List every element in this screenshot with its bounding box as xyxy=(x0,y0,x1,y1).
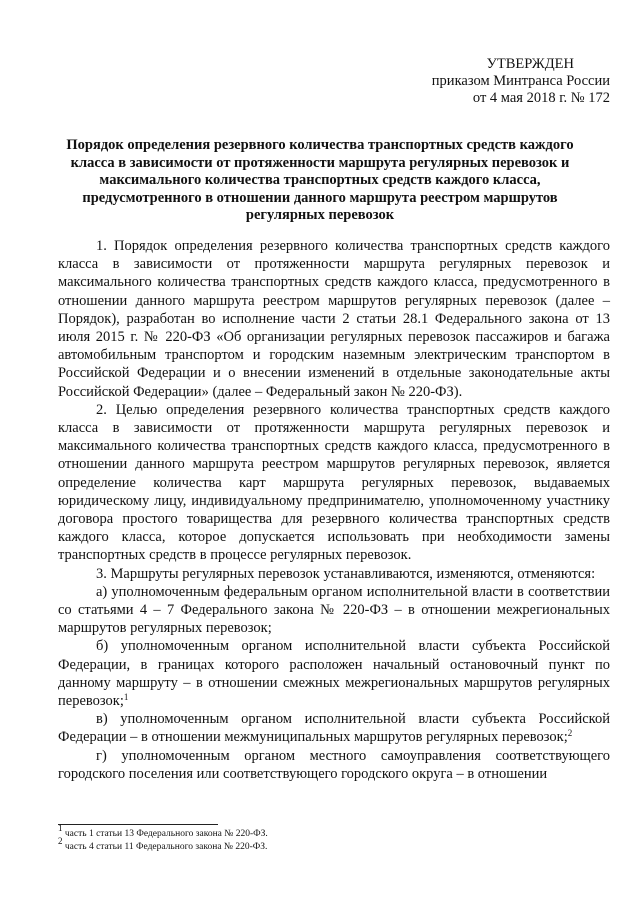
footnote-divider xyxy=(58,824,218,825)
paragraph-1: 1. Порядок определения резервного количества транспортных средств каждого класса в зависимости от протяженности маршрута регулярных перевозок и максимального количества транспортных средств каждого класса, предусмотренного в отношении данного маршрута реестром маршрутов регулярных перевозок (далее – Порядок), разработан во исполнение части 2 статьи 28.1 Федерального закона от 13 июля 2015 г. № 220-ФЗ «Об организации регулярных перевозок пассажиров и багажа автомобильным транспортом и городским наземным электрическим транспортом в Российской Федерации и о внесении изменений в отдельные законодательные акты Российской Федерации» (далее – Федеральный закон № 220-ФЗ). xyxy=(58,238,610,400)
subparagraph-b xyxy=(58,637,610,710)
footnote-1 xyxy=(58,823,610,841)
footnote-ref-2: 2 xyxy=(567,728,573,739)
paragraph-3: 3. Маршруты регулярных перевозок устанавливаются, изменяются, отменяются: xyxy=(96,565,596,582)
footnote-text: часть 4 статьи 11 Федерального закона № 220-ФЗ. xyxy=(64,842,268,852)
footnote-number: 1 xyxy=(58,823,63,833)
paragraph-2: 2. Целью определения резервного количества транспортных средств каждого класса в зависимости от протяженности маршрута регулярных перевозок и максимального количества транспортных средств каждого класса, предусмотренного в отношении данного маршрута реестром маршрутов регулярных перевозок, является определение количества карт маршрута регулярных перевозок, выдаваемых юридическому лицу, индивидуальному предпринимателю, уполномоченному участнику договора простого товарищества для резервного количества транспортных средств каждого класса, которое допускается использовать при необходимости замены транспортных средств в процессе регулярных перевозок. xyxy=(58,401,610,564)
subparagraph-d: г) уполномоченным органом местного самоуправления соответствующего городского поселения или соответствующего городского округа – в отношении xyxy=(58,747,610,782)
subparagraph-c xyxy=(58,710,610,746)
footnote-2 xyxy=(58,836,610,854)
footnote-number: 2 xyxy=(58,836,63,846)
approval-stamp xyxy=(350,56,610,107)
footnotes xyxy=(58,823,610,854)
footnote-ref-1: 1 xyxy=(123,692,129,703)
document-body xyxy=(58,237,610,783)
approval-heading: УТВЕРЖДЕН xyxy=(486,56,574,72)
footnote-text: часть 1 статьи 13 Федерального закона № 220-ФЗ. xyxy=(64,829,268,839)
approval-order: приказом Минтранса России xyxy=(431,73,610,89)
approval-date: от 4 мая 2018 г. № 172 xyxy=(472,90,610,106)
document-title: Порядок определения резервного количества транспортных средств каждого класса в зависимости от протяженности маршрута регулярных перевозок и максимального количества транспортных средств каждого класса, предусмотренного в отношении данного маршрута реестром маршрутов регулярных перевозок xyxy=(66,137,574,223)
subparagraph-a: а) уполномоченным федеральным органом исполнительной власти в соответствии со статьями 4 – 7 Федерального закона № 220-ФЗ – в отношении межрегиональных маршрутов регулярных перевозок; xyxy=(58,583,610,637)
subparagraph-b-text: б) уполномоченным органом исполнительной власти субъекта Российской Федерации, в границах которого расположен начальный остановочный пункт по данному маршруту – в отношении смежных межрегиональных маршрутов регулярных перевозок; xyxy=(58,638,610,710)
subparagraph-c-text: в) уполномоченным органом исполнительной власти субъекта Российской Федерации – в отношении межмуниципальных маршрутов регулярных перевозок; xyxy=(58,711,610,746)
